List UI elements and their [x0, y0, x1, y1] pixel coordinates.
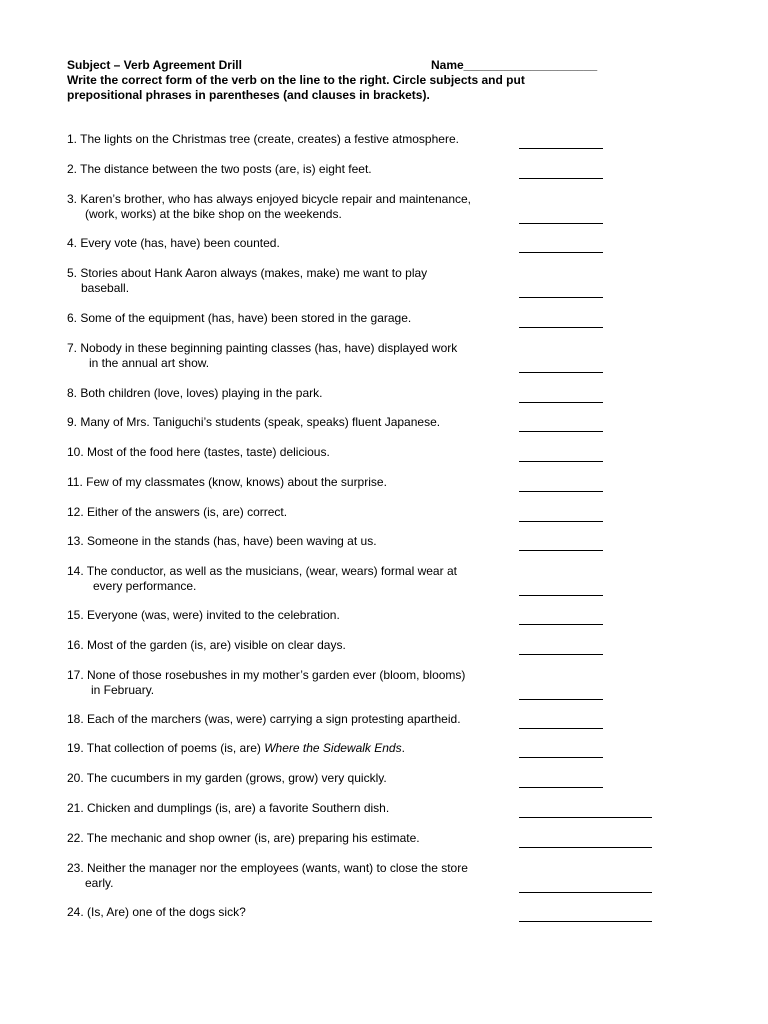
question-text — [67, 162, 507, 177]
answer-blank-20[interactable] — [519, 773, 603, 788]
question-text — [67, 415, 507, 430]
answer-blank-15[interactable] — [519, 610, 603, 625]
question-text — [67, 741, 507, 756]
answer-blank-16[interactable] — [519, 640, 603, 655]
question-text — [67, 638, 507, 653]
answer-blank-12[interactable] — [519, 507, 603, 522]
question-line: 5. Stories about Hank Aaron always (makes, make) me want to play — [67, 266, 428, 280]
question-line: 7. Nobody in these beginning painting classes (has, have) displayed work — [67, 341, 458, 355]
answer-blank-1[interactable] — [519, 134, 603, 149]
answer-blank-17[interactable] — [519, 685, 603, 700]
question-line: 23. Neither the manager nor the employees (wants, want) to close the store — [67, 861, 468, 875]
answer-blank-18[interactable] — [519, 714, 603, 729]
question-line: 17. None of those rosebushes in my mother’s garden ever (bloom, blooms) — [67, 668, 466, 682]
question-line: 13. Someone in the stands (has, have) been waving at us. — [67, 534, 377, 548]
question-line: 22. The mechanic and shop owner (is, are) preparing his estimate. — [67, 831, 420, 845]
question-line: 8. Both children (love, loves) playing in the park. — [67, 386, 323, 400]
worksheet-header — [67, 58, 627, 103]
question-line: 2. The distance between the two posts (are, is) eight feet. — [67, 162, 372, 176]
question-text — [67, 771, 507, 786]
book-title: Where the Sidewalk Ends — [264, 741, 402, 755]
title-row — [67, 58, 627, 73]
question-line-continued: baseball. — [81, 281, 130, 295]
question-line: 16. Most of the garden (is, are) visible on clear days. — [67, 638, 346, 652]
question-line: 12. Either of the answers (is, are) correct. — [67, 505, 288, 519]
question-text — [67, 311, 507, 326]
question-line: 15. Everyone (was, were) invited to the celebration. — [67, 608, 340, 622]
question-text — [67, 608, 507, 623]
question-text — [67, 861, 507, 891]
question-line: 6. Some of the equipment (has, have) been stored in the garage. — [67, 311, 412, 325]
answer-blank-9[interactable] — [519, 417, 603, 432]
answer-blank-5[interactable] — [519, 283, 603, 298]
worksheet-title: Subject – Verb Agreement Drill — [67, 58, 242, 72]
question-line-continued: early. — [85, 876, 114, 890]
answer-blank-7[interactable] — [519, 358, 603, 373]
question-text — [67, 564, 507, 594]
question-text — [67, 475, 507, 490]
question-line: 20. The cucumbers in my garden (grows, grow) very quickly. — [67, 771, 387, 785]
question-text — [67, 712, 507, 727]
question-line-continued: (work, works) at the bike shop on the weekends. — [85, 207, 342, 221]
question-line: 11. Few of my classmates (know, knows) about the surprise. — [67, 475, 387, 489]
question-line: 18. Each of the marchers (was, were) carrying a sign protesting apartheid. — [67, 712, 461, 726]
question-line-continued: in the annual art show. — [89, 356, 210, 370]
answer-blank-8[interactable] — [519, 388, 603, 403]
question-line: 21. Chicken and dumplings (is, are) a favorite Southern dish. — [67, 801, 390, 815]
question-line: 14. The conductor, as well as the musicians, (wear, wears) formal wear at — [67, 564, 457, 578]
question-line: 24. (Is, Are) one of the dogs sick? — [67, 905, 246, 919]
answer-blank-19[interactable] — [519, 743, 603, 758]
question-text — [67, 386, 507, 401]
question-line-end: . — [401, 741, 405, 755]
question-text — [67, 266, 507, 296]
question-line: 4. Every vote (has, have) been counted. — [67, 236, 280, 250]
answer-blank-22[interactable] — [519, 833, 652, 848]
question-text — [67, 341, 507, 371]
question-text — [67, 236, 507, 251]
answer-blank-23[interactable] — [519, 878, 652, 893]
answer-blank-24[interactable] — [519, 907, 652, 922]
question-line-continued: every performance. — [93, 579, 197, 593]
answer-blank-6[interactable] — [519, 313, 603, 328]
answer-blank-13[interactable] — [519, 536, 603, 551]
answer-blank-14[interactable] — [519, 581, 603, 596]
question-line: 3. Karen’s brother, who has always enjoyed bicycle repair and maintenance, — [67, 192, 472, 206]
question-line: 9. Many of Mrs. Taniguchi’s students (speak, speaks) fluent Japanese. — [67, 415, 441, 429]
question-text — [67, 445, 507, 460]
question-text — [67, 668, 507, 698]
question-text — [67, 534, 507, 549]
answer-blank-3[interactable] — [519, 209, 603, 224]
question-line: 10. Most of the food here (tastes, taste) delicious. — [67, 445, 330, 459]
answer-blank-21[interactable] — [519, 803, 652, 818]
question-line: 19. That collection of poems (is, are) — [67, 741, 265, 755]
answer-blank-11[interactable] — [519, 477, 603, 492]
question-line-continued: in February. — [91, 683, 155, 697]
question-text — [67, 505, 507, 520]
question-text — [67, 192, 507, 222]
instructions: Write the correct form of the verb on the line to the right. Circle subjects and put prepositional phrases in parentheses (and clauses in brackets). — [67, 73, 525, 102]
answer-blank-2[interactable] — [519, 164, 603, 179]
question-line: 1. The lights on the Christmas tree (create, creates) a festive atmosphere. — [67, 132, 459, 146]
question-text — [67, 801, 507, 816]
question-text — [67, 132, 507, 147]
answer-blank-10[interactable] — [519, 447, 603, 462]
answer-blank-4[interactable] — [519, 238, 603, 253]
question-text — [67, 905, 507, 920]
name-field[interactable]: Name____________________ — [431, 58, 598, 72]
question-text — [67, 831, 507, 846]
